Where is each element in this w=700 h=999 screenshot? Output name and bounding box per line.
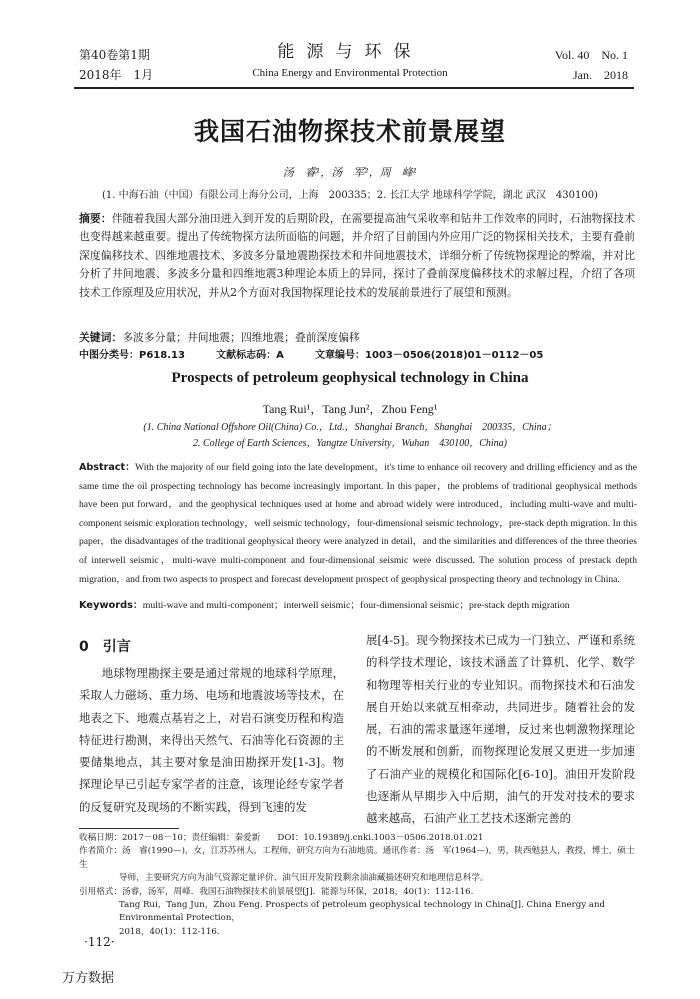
volume-cn: 第40卷第1期	[79, 48, 150, 62]
keywords-label-en: Keywords：	[79, 600, 143, 611]
footnote-rule	[79, 828, 179, 829]
footnote-author-bio: 作者简介：汤 睿(1990—)，女，江苏苏州人，工程师，研究方向为石油地质。通讯作者：汤 军(1964—)，男，陕西勉县人，教授，博士，硕士生	[79, 846, 635, 870]
journal-title-en: China Energy and Environmental Protection	[252, 67, 448, 79]
abstract-label-en: Abstract：	[79, 462, 136, 473]
header-rule	[74, 87, 634, 89]
footnotes	[79, 832, 639, 939]
abstract-label-cn: 摘要：	[79, 212, 112, 225]
body-column-left	[79, 662, 344, 818]
abstract-en	[79, 459, 637, 589]
page-number: ·112·	[84, 935, 115, 949]
keywords-en	[79, 598, 637, 614]
keywords-label-cn: 关键词：	[79, 331, 123, 344]
affiliation-en	[0, 420, 700, 452]
footnote-citation-en-cont: 2018，40(1)：112-116.	[119, 926, 220, 937]
footnote-received: 收稿日期：2017－08－10；责任编辑：秦爱新 DOI：10.19389/j.cnki.1003－0506.2018.01.021	[79, 833, 484, 843]
section-title-intro: 0 引言	[79, 639, 131, 655]
header-volume-en	[555, 45, 628, 85]
article-title-en: Prospects of petroleum geophysical technology in China	[171, 370, 529, 386]
keywords-text-cn: 多波多分量；井间地震；四维地震；叠前深度偏移	[122, 331, 360, 344]
abstract-cn	[79, 210, 635, 302]
header-journal	[200, 40, 500, 82]
doc-code: 文献标志码：A	[216, 350, 284, 361]
footnote-citation-en: Tang Rui，Tang Jun，Zhou Feng. Prospects of petroleum geophysical technology in China[J]. China Energy and Environmental Protection，	[119, 900, 605, 924]
article-number: 文章编号：1003－0506(2018)01－0112－05	[315, 350, 544, 361]
footnote-author-bio-cont: 导师，主要研究方向为油气资源定量评价、油气田开发阶段剩余油油藏描述研究和地理信息科学。	[119, 873, 489, 884]
footnote-citation-cn: 引用格式：汤睿，汤军，周峰．我国石油物探技术前景展望[J]．能源与环保，2018，40(1)：112-116.	[79, 886, 474, 897]
article-title-cn: 我国石油物探技术前景展望	[193, 117, 506, 146]
body-paragraph-right: 展[4-5]。现今物探技术已成为一门独立、严谨和系统的科学技术理论，该技术涵盖了计算机、化学、数学和物理等相关行业的专业知识。而物探技术和石油发展自开始以来就互相牵动，共同进步。随着社会的发展，石油的需求量逐年递增，反过来也刺激物探理论的不断发展和创新，而物探理论发展又更进一步加速了石油产业的规模化和国际化[6-10]。油田开发阶段也逐渐从早期步入中后期，油气的开发对技术的要求越来越高，石油产业工艺技术逐渐完善的	[366, 633, 635, 826]
authors-en: Tang Rui¹，Tang Jun²，Zhou Feng¹	[262, 402, 438, 416]
clc-code: 中图分类号：P618.13	[79, 350, 185, 361]
date-en: Jan. 2018	[573, 68, 628, 82]
abstract-text-en: With the majority of our field going into the late development，it's time to enhance oil recovery and drilling efficiency and as the same time the oil prospecting technology has become increasingly important. In this paper，the problems of traditional geophysical methods have been put forward，and the geophysical techniques used at home and abroad widely were introduced，including multi-wave and multi-component seismic exploration technology，well seismic technology，four-dimensional seismic technology，pre-stack depth migration. In this paper，the disadvantages of the traditional geophysical theory were analyzed in detail，and the similarities and differences of the three theories of interwell seismic，multi-wave multi-component and four-dimensional seismic were discussed. The solution process of prestack depth migration，and from two aspects to prospect and forecast development prospect of geophysical prospecting theory and technology in China.	[79, 462, 637, 585]
header-volume-cn	[79, 45, 153, 85]
date-cn: 2018年 1月	[79, 68, 154, 82]
body-column-right	[366, 629, 635, 830]
affiliation-en-2: 2. College of Earth Sciences，Yangtze University，Wuhan 430100，China)	[192, 438, 508, 449]
classification-line	[79, 348, 635, 364]
authors-cn: 汤 睿¹，汤 军²，周 峰¹	[282, 166, 418, 179]
keywords-text-en: multi-wave and multi-component；interwell seismic；four-dimensional seismic；pre-stack depth migration	[142, 600, 570, 611]
journal-title-cn: 能源与环保	[277, 42, 423, 62]
watermark-text: 万方数据	[62, 971, 115, 986]
volume-en: Vol. 40 No. 1	[554, 48, 628, 62]
body-paragraph-left: 地球物理勘探主要是通过常规的地球科学原理，采取人力磁场、重力场、电场和地震波场等技术，在地表之下、地震点基岩之上，对岩石演变历程和构造特征进行勘测，来得出天然气、石油等化石资源的主要储集地点，其主要对象是油田勘探开发[1-3]。物探理论早已引起专家学者的注意，该理论经专家学者的反复研究及现场的不断实践，得到飞速的发	[79, 666, 344, 814]
affiliation-cn: (1. 中海石油（中国）有限公司上海分公司，上海 200335；2. 长江大学 地球科学学院，湖北 武汉 430100)	[102, 190, 598, 201]
abstract-text-cn: 伴随着我国大部分油田进入到开发的后期阶段，在需要提高油气采收率和钻井工作效率的同时，石油物探技术也变得越来越重要。提出了传统物探方法所面临的问题，并介绍了目前国内外应用广泛的物探相关技术，主要有叠前深度偏移技术、四维地震技术、多波多分量地震勘探技术和井间地震技术，详细分析了传统物探理论的弊端，并对比分析了井间地震、多波多分量和四维地震3种理论本质上的异同，探讨了叠前深度偏移技术的求解过程，介绍了各项技术工作原理及应用状况，并从2个方面对我国物探理论技术的发展前景进行了展望和预测。	[79, 212, 636, 299]
keywords-cn	[79, 330, 635, 346]
affiliation-en-1: (1. China National Offshore Oil(China) Co.，Ltd.，Shanghai Branch，Shanghai 200335，China；	[143, 422, 557, 433]
